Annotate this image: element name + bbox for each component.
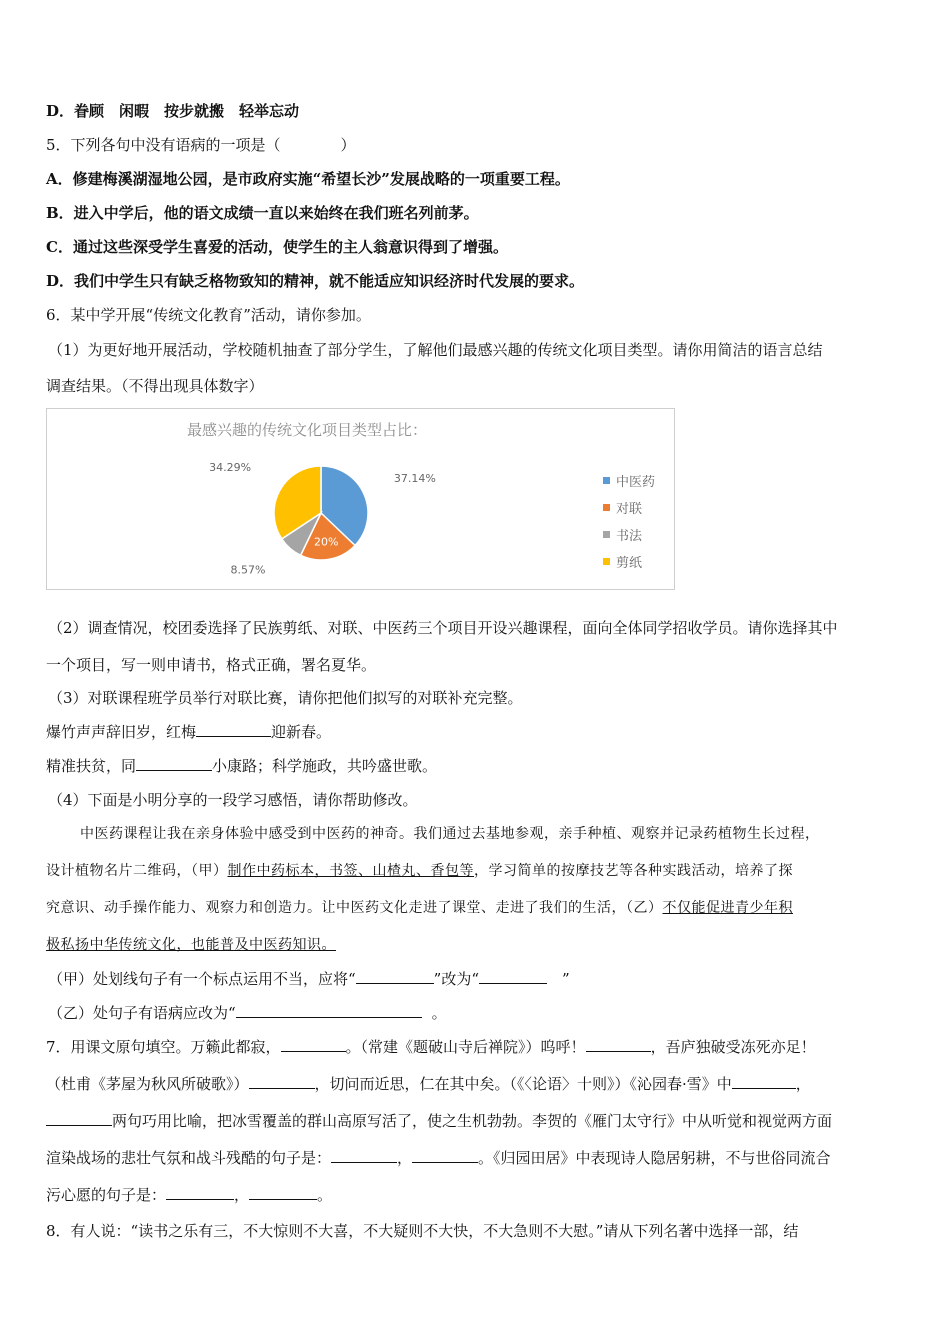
pie-label-1: 37.14% [393, 471, 436, 485]
legend-label: 剪纸 [616, 556, 643, 571]
q7-blank-3[interactable] [249, 1074, 315, 1089]
pie-label-4: 34.29% [209, 460, 252, 474]
pie-chart [47, 409, 587, 587]
q7-line-5-b: ， [234, 1186, 250, 1204]
q7-line-3 [46, 1111, 910, 1131]
legend-item-1 [603, 467, 655, 494]
q5-option-a: A．修建梅溪湖湿地公园，是市政府实施“希望长沙”发展战略的一项重要工程。 [46, 170, 570, 188]
q5-option-c: C．通过这些深受学生喜爱的活动，使学生的主人翁意识得到了增强。 [46, 238, 508, 256]
passage-line-3-a: 究意识、动手操作能力、观察力和创造力。让中医药文化走进了课堂、走进了我们的生活，（乙） [46, 900, 663, 916]
passage-line-1: 中医药课程让我在亲身体验中感受到中医药的神奇。我们通过去基地参观，亲手种植、观察并记录药植物生长过程， [80, 826, 820, 842]
pie-chart-figure [46, 408, 675, 590]
passage-line-2-b: ，学习简单的按摩技艺等各种实践活动，培养了探 [474, 863, 793, 879]
q7-line-1-b: 。（常建《题破山寺后禅院》）呜呼！ [345, 1038, 586, 1056]
q6-part1-line1: （1）为更好地开展活动，学校随机抽查了部分学生，了解他们最感兴趣的传统文化项目类型。请你用简洁的语言总结 [48, 341, 823, 359]
legend-item-4 [603, 548, 655, 575]
q7-blank-7[interactable] [412, 1148, 478, 1163]
passage-underline-yi-1: 不仅能促进青少年积 [662, 900, 793, 916]
q5-stem: 5．下列各句中没有语病的一项是（ ） [46, 136, 356, 154]
q4-option-d-text: D．眷顾 闲暇 按步就搬 轻举忘动 [46, 102, 300, 120]
jia-blank-1[interactable] [356, 969, 434, 984]
q7-line-4 [46, 1148, 910, 1168]
q7-line-2-c: ， [795, 1075, 811, 1093]
yi-question-a: （乙）处句子有语病应改为“ [48, 1004, 236, 1022]
q8-stem: 8．有人说：“读书之乐有三，不大惊则不大喜，不大疑则不大快，不大急则不大慰。”请从下列名著中选择一部，结 [46, 1222, 799, 1240]
yi-question [48, 1003, 910, 1023]
legend-item-2 [603, 494, 655, 521]
legend-swatch [603, 558, 610, 565]
legend-label: 书法 [616, 529, 643, 544]
jia-question-a: （甲）处划线句子有一个标点运用不当，应将“ [48, 970, 356, 988]
q7-blank-5[interactable] [46, 1111, 112, 1126]
passage-line-4 [46, 935, 910, 955]
q7-line-1-c: ，吾庐独破受冻死亦足！ [650, 1038, 816, 1056]
q4-option-d [46, 101, 910, 121]
chart-legend [603, 467, 655, 575]
yi-blank[interactable] [236, 1003, 422, 1018]
legend-label: 对联 [616, 502, 643, 517]
q7-line-3-b: 两句巧用比喻，把冰雪覆盖的群山高原写活了，使之生机勃勃。李贺的《雁门太守行》中从听觉和视觉两方面 [112, 1112, 833, 1130]
q7-blank-4[interactable] [732, 1074, 796, 1089]
chart-title: 最感兴趣的传统文化项目类型占比： [186, 421, 427, 439]
q7-line-2-a: （杜甫《茅屋为秋风所破歌》） [46, 1075, 249, 1093]
q7-blank-2[interactable] [586, 1037, 651, 1052]
q7-blank-8[interactable] [166, 1185, 234, 1200]
passage-underline-jia: 制作中药标本，书签、山楂丸、香包等 [227, 863, 474, 879]
q7-blank-9[interactable] [249, 1185, 317, 1200]
q6-part1-line2: 调查结果。（不得出现具体数字） [46, 377, 264, 395]
jia-question-b: ”改为“ [433, 970, 480, 988]
couplet-2 [46, 756, 910, 776]
jia-question [48, 969, 910, 989]
q6-part2-line1: （2）调查情况，校团委选择了民族剪纸、对联、中医药三个项目开设兴趣课程，面向全体同学招收学员。请你选择其中 [48, 619, 838, 637]
couplet-2-blank[interactable] [136, 756, 212, 771]
jia-question-c: ” [547, 970, 570, 988]
yi-question-b: 。 [431, 1004, 447, 1022]
q7-line-5-c: 。 [317, 1186, 333, 1204]
couplet-2-upper: 精准扶贫，同 [46, 757, 137, 775]
q7-line-4-a: 渲染战场的悲壮气氛和战斗残酷的句子是： [46, 1149, 332, 1167]
couplet-2-lower: 小康路；科学施政，共吟盛世歌。 [212, 757, 438, 775]
passage-line-3 [46, 898, 910, 918]
jia-blank-2[interactable] [479, 969, 547, 984]
legend-swatch [603, 531, 610, 538]
q6-part2-line2: 一个项目，写一则申请书，格式正确，署名夏华。 [46, 656, 377, 674]
passage-line-2 [46, 861, 910, 881]
q7-line-5 [46, 1185, 910, 1205]
passage-line-2-a: 设计植物名片二维码，（甲） [46, 863, 228, 879]
q6-part4: （4）下面是小明分享的一段学习感悟，请你帮助修改。 [48, 791, 418, 809]
q6-part3: （3）对联课程班学员举行对联比赛，请你把他们拟写的对联补充完整。 [48, 689, 523, 707]
pie-label-2: 20% [313, 535, 339, 549]
q7-line-1-a: 7．用课文原句填空。万籁此都寂， [46, 1038, 281, 1056]
pie-label-3: 8.57% [230, 563, 266, 577]
q7-line-4-c: 。《归园田居》中表现诗人隐居躬耕，不与世俗同流合 [478, 1149, 831, 1167]
q7-blank-6[interactable] [331, 1148, 397, 1163]
legend-label: 中医药 [616, 475, 656, 490]
q7-blank-1[interactable] [281, 1037, 346, 1052]
q6-stem: 6．某中学开展“传统文化教育”活动，请你参加。 [46, 306, 371, 324]
couplet-1-blank[interactable] [196, 722, 271, 737]
passage-underline-yi-2: 极私扬中华传统文化，也能普及中医药知识。 [46, 937, 336, 953]
couplet-1-lower: 迎新春。 [271, 723, 332, 741]
legend-swatch [603, 504, 610, 511]
q7-line-5-a: 污心愿的句子是： [46, 1186, 167, 1204]
q7-line-2 [46, 1074, 910, 1094]
q7-line-4-b: ， [397, 1149, 413, 1167]
q5-option-d: D．我们中学生只有缺乏格物致知的精神，就不能适应知识经济时代发展的要求。 [46, 272, 585, 290]
legend-swatch [603, 477, 610, 484]
couplet-1-upper: 爆竹声声辞旧岁，红梅 [46, 723, 197, 741]
q7-line-1 [46, 1037, 910, 1057]
legend-item-3 [603, 521, 655, 548]
q7-line-2-b: ，切问而近思，仁在其中矣。（《〈论语〉十则》）《沁园春·雪》中 [314, 1075, 732, 1093]
q5-option-b: B．进入中学后，他的语文成绩一直以来始终在我们班名列前茅。 [46, 204, 479, 222]
couplet-1 [46, 722, 910, 742]
